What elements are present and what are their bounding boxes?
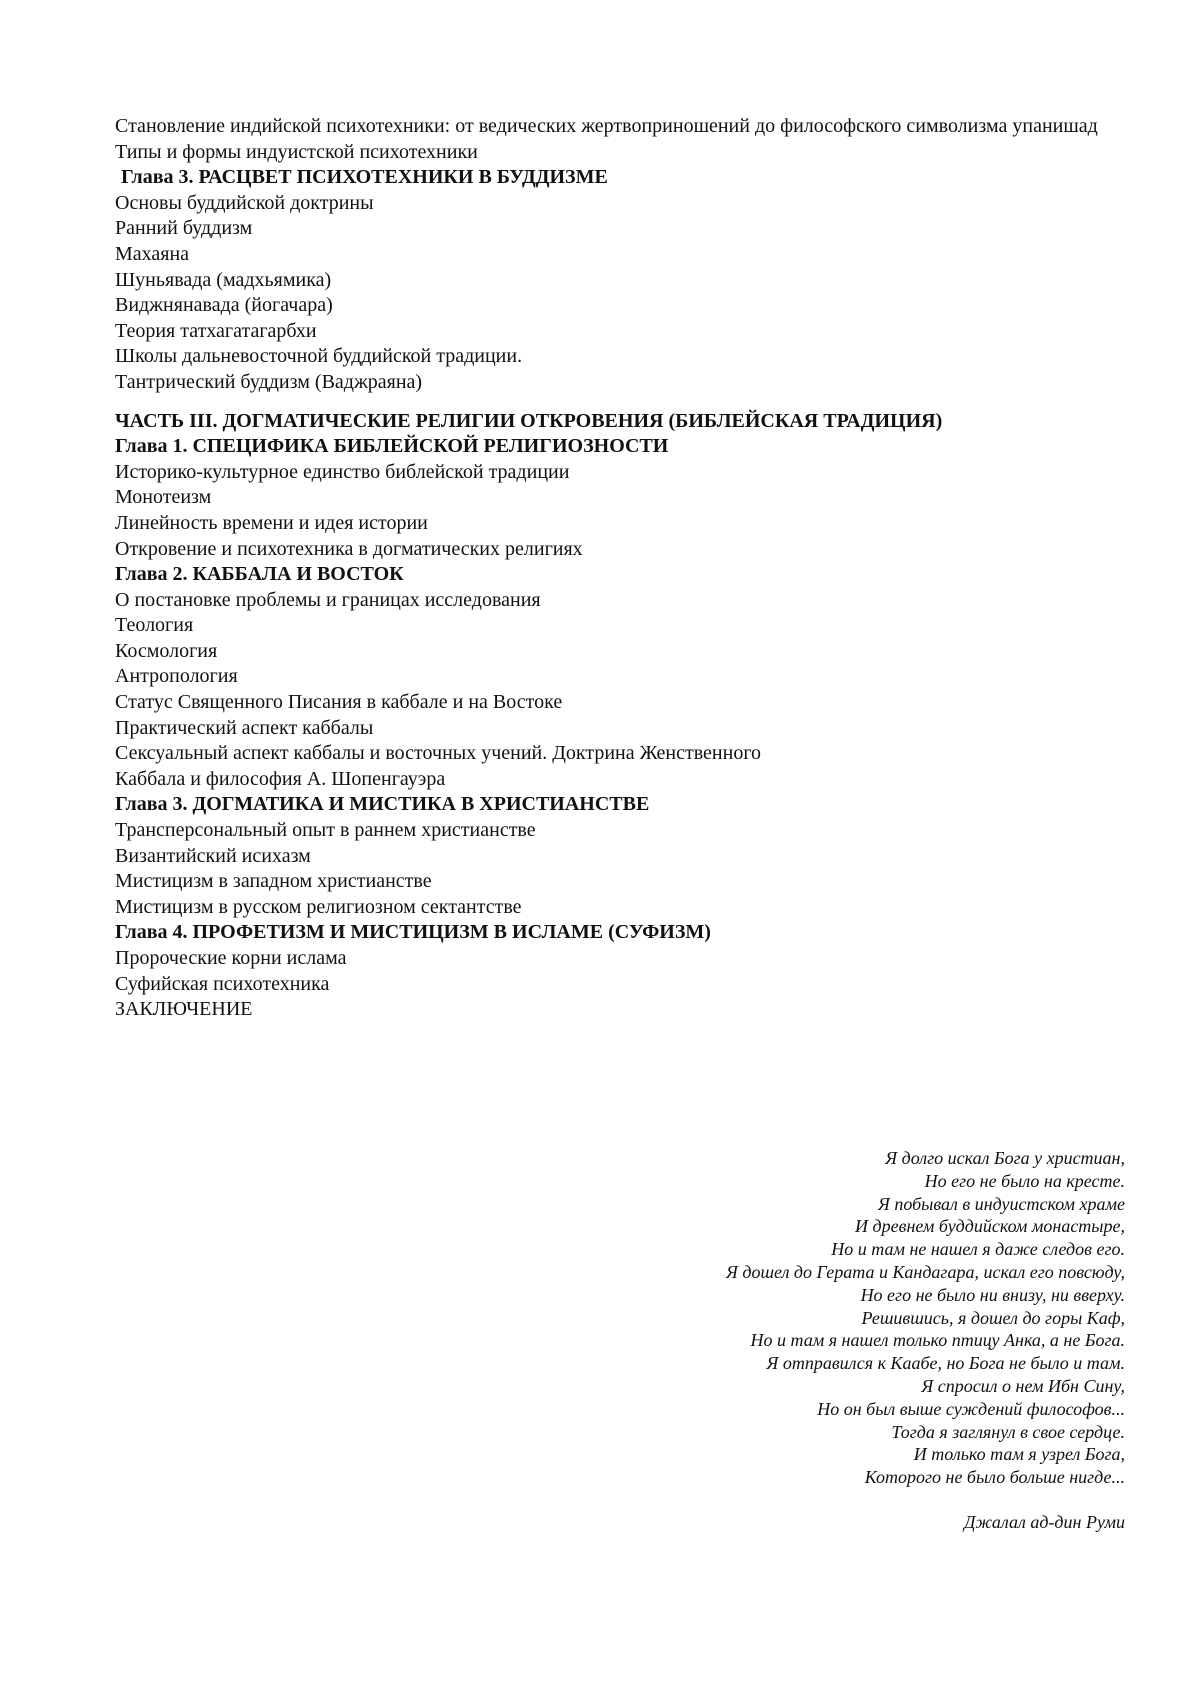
toc-entry: ЗАКЛЮЧЕНИЕ (115, 998, 253, 1021)
toc-entry: Каббала и философия А. Шопенгауэра (115, 767, 446, 790)
toc-heading: Глава 2. КАББАЛА И ВОСТОК (115, 563, 404, 586)
toc-entry: Мистицизм в русском религиозном сектантстве (115, 895, 522, 918)
toc-block-2 (115, 409, 1125, 1023)
section-gap (115, 396, 1125, 409)
toc-entry: Пророческие корни ислама (115, 947, 347, 969)
toc-entry: Трансперсональный опыт в раннем христианстве (115, 819, 536, 842)
toc-entry: Монотеизм (115, 486, 212, 509)
toc-heading: ЧАСТЬ III. ДОГМАТИЧЕСКИЕ РЕЛИГИИ ОТКРОВЕНИЯ (БИБЛЕЙСКАЯ ТРАДИЦИЯ) (115, 409, 943, 432)
toc-heading: Глава 3. РАСЦВЕТ ПСИХОТЕХНИКИ В БУДДИЗМЕ (121, 166, 608, 189)
poem-line: Тогда я заглянул в свое сердце. (891, 1421, 1125, 1442)
poem-author: Джалал ад-дин Руми (963, 1511, 1125, 1532)
document-page (115, 114, 1125, 1023)
toc-block-1 (115, 114, 1125, 396)
toc-entry: Космология (115, 639, 218, 662)
poem-line: Решившись, я дошел до горы Каф, (861, 1307, 1125, 1328)
toc-heading: Глава 3. ДОГМАТИКА И МИСТИКА В ХРИСТИАНСТВЕ (115, 793, 650, 816)
toc-entry: Типы и формы индуистской психотехники (115, 140, 478, 163)
poem-line: Но и там я нашел только птицу Анка, а не Бога. (750, 1330, 1125, 1351)
toc-entry: Статус Священного Писания в каббале и на Востоке (115, 691, 563, 714)
toc-entry: Ранний буддизм (115, 217, 253, 240)
toc-entry: Суфийская психотехника (115, 972, 330, 995)
toc-entry: О постановке проблемы и границах исследования (115, 588, 541, 611)
poem-line: Но его не было ни внизу, ни вверху. (860, 1284, 1125, 1305)
toc-entry: Школы дальневосточной буддийской традиции. (115, 345, 523, 368)
toc-entry: Византийский исихазм (115, 844, 311, 867)
toc-entry: Историко-культурное единство библейской традиции (115, 460, 570, 483)
poem-line: Но он был выше суждений философов... (817, 1398, 1125, 1419)
toc-entry: Линейность времени и идея истории (115, 511, 428, 534)
toc-entry: Шуньявада (мадхьямика) (115, 268, 332, 291)
toc-entry: Становление индийской психотехники: от ведических жертвоприношений до философского символизма упанишад (115, 115, 1098, 137)
poem-line: Но его не было на кресте. (924, 1170, 1125, 1191)
poem-line: Но и там не нашел я даже следов его. (831, 1239, 1125, 1260)
toc-entry: Сексуальный аспект каббалы и восточных учений. Доктрина Женственного (115, 742, 762, 765)
toc-heading: Глава 1. СПЕЦИФИКА БИБЛЕЙСКОЙ РЕЛИГИОЗНОСТИ (115, 435, 669, 458)
poem-line: Я побывал в индуистском храме (878, 1193, 1125, 1214)
toc-entry: Мистицизм в западном христианстве (115, 870, 432, 893)
poem-lines (726, 1147, 1125, 1489)
epigraph-poem (726, 1147, 1125, 1534)
toc-entry: Антропология (115, 665, 238, 688)
poem-line: Которого не было больше нигде... (864, 1467, 1125, 1488)
toc-entry: Практический аспект каббалы (115, 716, 374, 739)
toc-entry: Махаяна (115, 242, 190, 265)
poem-line: Я дошел до Герата и Кандагара, искал его повсюду, (726, 1261, 1125, 1282)
poem-line: Я долго искал Бога у христиан, (885, 1148, 1125, 1168)
toc-entry: Основы буддийской доктрины (115, 191, 374, 214)
toc-entry: Теология (115, 614, 194, 637)
poem-line: И древнем буддийском монастыре, (855, 1216, 1125, 1237)
toc-heading: Глава 4. ПРОФЕТИЗМ И МИСТИЦИЗМ В ИСЛАМЕ (СУФИЗМ) (115, 921, 711, 944)
toc-entry: Откровение и психотехника в догматических религиях (115, 537, 583, 560)
poem-line: Я отправился к Каабе, но Бога не было и там. (766, 1353, 1125, 1374)
poem-line: Я спросил о нем Ибн Сину, (921, 1375, 1125, 1396)
toc-entry: Виджнянавада (йогачара) (115, 294, 333, 317)
poem-line: И только там я узрел Бога, (913, 1444, 1125, 1465)
toc-entry: Тантрический буддизм (Ваджраяна) (115, 370, 423, 393)
toc-entry: Теория татхагатагарбхи (115, 319, 317, 342)
